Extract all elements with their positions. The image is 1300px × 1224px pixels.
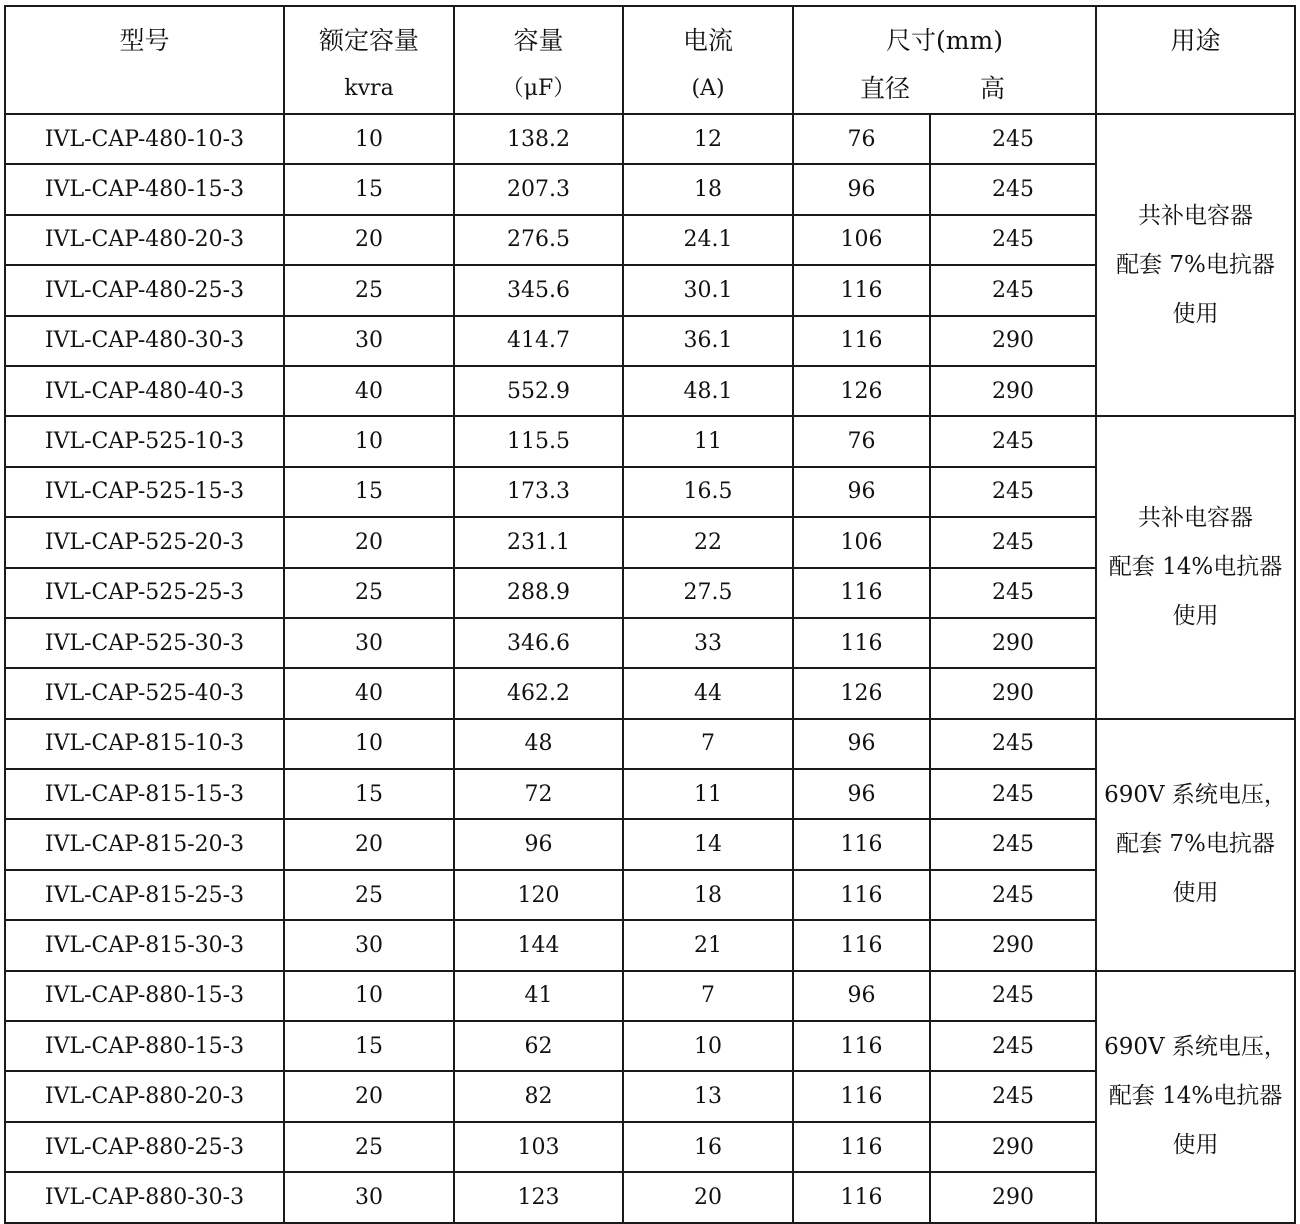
- rated-capacity-cell: 10: [284, 114, 454, 164]
- height-cell: 245: [930, 215, 1096, 265]
- current-cell: 14: [623, 819, 793, 869]
- height-cell: 245: [930, 1021, 1096, 1071]
- rated-capacity-cell: 20: [284, 1071, 454, 1121]
- rated-capacity-cell: 20: [284, 819, 454, 869]
- current-cell: 12: [623, 114, 793, 164]
- table-row: [5, 114, 1295, 164]
- header-height: 高: [979, 74, 1005, 103]
- current-cell: 11: [623, 769, 793, 819]
- current-cell: 16.5: [623, 467, 793, 517]
- header-dimensions-label: 尺寸(mm): [886, 26, 1003, 55]
- capacitance-cell: 462.2: [454, 668, 623, 718]
- current-cell: 27.5: [623, 568, 793, 618]
- usage-line: 配套 14%电抗器: [1108, 554, 1283, 581]
- model-cell: IVL-CAP-815-20-3: [5, 819, 284, 869]
- header-model-label: 型号: [119, 26, 170, 55]
- model-cell: IVL-CAP-525-20-3: [5, 517, 284, 567]
- diameter-cell: 126: [793, 668, 930, 718]
- diameter-cell: 116: [793, 1122, 930, 1172]
- capacitance-cell: 41: [454, 971, 623, 1021]
- diameter-cell: 126: [793, 366, 930, 416]
- rated-capacity-cell: 30: [284, 920, 454, 970]
- current-cell: 10: [623, 1021, 793, 1071]
- rated-capacity-cell: 20: [284, 517, 454, 567]
- height-cell: 290: [930, 366, 1096, 416]
- height-cell: 245: [930, 517, 1096, 567]
- current-cell: 22: [623, 517, 793, 567]
- height-cell: 245: [930, 265, 1096, 315]
- usage-line: 使用: [1172, 880, 1219, 907]
- table-row: [5, 416, 1295, 466]
- diameter-cell: 116: [793, 819, 930, 869]
- current-cell: 18: [623, 164, 793, 214]
- model-cell: IVL-CAP-525-30-3: [5, 618, 284, 668]
- capacitance-cell: 120: [454, 870, 623, 920]
- rated-capacity-cell: 25: [284, 265, 454, 315]
- capacitance-cell: 123: [454, 1172, 623, 1222]
- capacitance-cell: 138.2: [454, 114, 623, 164]
- rated-capacity-cell: 15: [284, 164, 454, 214]
- rated-capacity-cell: 30: [284, 1172, 454, 1222]
- current-cell: 18: [623, 870, 793, 920]
- capacitance-cell: 552.9: [454, 366, 623, 416]
- usage-line: 使用: [1172, 1132, 1219, 1159]
- capacitance-cell: 72: [454, 769, 623, 819]
- height-cell: 245: [930, 568, 1096, 618]
- model-cell: IVL-CAP-880-15-3: [5, 971, 284, 1021]
- diameter-cell: 96: [793, 164, 930, 214]
- rated-capacity-cell: 30: [284, 618, 454, 668]
- height-cell: 290: [930, 668, 1096, 718]
- model-cell: IVL-CAP-880-15-3: [5, 1021, 284, 1071]
- height-cell: 245: [930, 416, 1096, 466]
- current-cell: 13: [623, 1071, 793, 1121]
- diameter-cell: 116: [793, 1021, 930, 1071]
- diameter-cell: 96: [793, 971, 930, 1021]
- model-cell: IVL-CAP-525-10-3: [5, 416, 284, 466]
- rated-capacity-cell: 15: [284, 467, 454, 517]
- diameter-cell: 116: [793, 920, 930, 970]
- usage-cell: [1096, 971, 1295, 1223]
- capacitance-cell: 345.6: [454, 265, 623, 315]
- model-cell: IVL-CAP-525-15-3: [5, 467, 284, 517]
- rated-capacity-cell: 40: [284, 668, 454, 718]
- current-cell: 44: [623, 668, 793, 718]
- header-current: [623, 6, 793, 114]
- height-cell: 245: [930, 114, 1096, 164]
- diameter-cell: 76: [793, 114, 930, 164]
- height-cell: 245: [930, 819, 1096, 869]
- capacitance-cell: 96: [454, 819, 623, 869]
- rated-capacity-cell: 15: [284, 1021, 454, 1071]
- model-cell: IVL-CAP-880-25-3: [5, 1122, 284, 1172]
- rated-capacity-cell: 30: [284, 316, 454, 366]
- model-cell: IVL-CAP-880-30-3: [5, 1172, 284, 1222]
- current-cell: 33: [623, 618, 793, 668]
- header-usage-label: 用途: [1170, 26, 1221, 55]
- current-cell: 7: [623, 971, 793, 1021]
- model-cell: IVL-CAP-880-20-3: [5, 1071, 284, 1121]
- capacitance-cell: 115.5: [454, 416, 623, 466]
- diameter-cell: 116: [793, 265, 930, 315]
- capacitance-cell: 231.1: [454, 517, 623, 567]
- diameter-cell: 116: [793, 316, 930, 366]
- header-usage: [1096, 6, 1295, 114]
- model-cell: IVL-CAP-480-10-3: [5, 114, 284, 164]
- height-cell: 290: [930, 316, 1096, 366]
- capacitance-cell: 82: [454, 1071, 623, 1121]
- usage-line: 使用: [1172, 603, 1219, 630]
- capacitance-cell: 346.6: [454, 618, 623, 668]
- diameter-cell: 116: [793, 618, 930, 668]
- header-row: [5, 6, 1295, 114]
- header-dimensions-sub: [794, 65, 1095, 113]
- rated-capacity-cell: 15: [284, 769, 454, 819]
- rated-capacity-cell: 20: [284, 215, 454, 265]
- diameter-cell: 96: [793, 769, 930, 819]
- height-cell: 290: [930, 1122, 1096, 1172]
- model-cell: IVL-CAP-525-25-3: [5, 568, 284, 618]
- height-cell: 245: [930, 1071, 1096, 1121]
- header-diameter: 直径: [860, 74, 911, 103]
- model-cell: IVL-CAP-480-30-3: [5, 316, 284, 366]
- usage-cell: [1096, 416, 1295, 718]
- header-rated-capacity-label: 额定容量: [318, 26, 419, 55]
- model-cell: IVL-CAP-480-15-3: [5, 164, 284, 214]
- current-cell: 20: [623, 1172, 793, 1222]
- capacitance-cell: 414.7: [454, 316, 623, 366]
- height-cell: 245: [930, 769, 1096, 819]
- usage-line: 共补电容器: [1138, 505, 1253, 532]
- capacitance-cell: 207.3: [454, 164, 623, 214]
- current-cell: 48.1: [623, 366, 793, 416]
- header-dimensions: [793, 6, 1096, 114]
- header-capacitance-label: 容量: [513, 26, 564, 55]
- capacitance-cell: 62: [454, 1021, 623, 1071]
- rated-capacity-cell: 40: [284, 366, 454, 416]
- current-cell: 11: [623, 416, 793, 466]
- height-cell: 290: [930, 618, 1096, 668]
- capacitance-cell: 48: [454, 719, 623, 769]
- rated-capacity-cell: 10: [284, 719, 454, 769]
- capacitance-cell: 103: [454, 1122, 623, 1172]
- capacitance-cell: 173.3: [454, 467, 623, 517]
- current-cell: 7: [623, 719, 793, 769]
- usage-line: 配套 7%电抗器: [1116, 831, 1275, 858]
- height-cell: 290: [930, 1172, 1096, 1222]
- capacitance-cell: 276.5: [454, 215, 623, 265]
- diameter-cell: 116: [793, 1172, 930, 1222]
- model-cell: IVL-CAP-480-20-3: [5, 215, 284, 265]
- header-current-label: 电流: [682, 26, 733, 55]
- diameter-cell: 76: [793, 416, 930, 466]
- diameter-cell: 116: [793, 870, 930, 920]
- current-cell: 30.1: [623, 265, 793, 315]
- usage-cell: [1096, 114, 1295, 416]
- rated-capacity-cell: 25: [284, 870, 454, 920]
- height-cell: 245: [930, 870, 1096, 920]
- rated-capacity-cell: 10: [284, 416, 454, 466]
- rated-capacity-cell: 25: [284, 568, 454, 618]
- usage-cell: [1096, 719, 1295, 971]
- usage-line: 690V 系统电压，: [1104, 1034, 1287, 1061]
- usage-line: 共补电容器: [1138, 202, 1253, 229]
- model-cell: IVL-CAP-815-15-3: [5, 769, 284, 819]
- height-cell: 245: [930, 971, 1096, 1021]
- rated-capacity-cell: 10: [284, 971, 454, 1021]
- header-current-unit: (A): [691, 76, 725, 101]
- rated-capacity-cell: 25: [284, 1122, 454, 1172]
- height-cell: 245: [930, 467, 1096, 517]
- header-rated-capacity: [284, 6, 454, 114]
- usage-line: 690V 系统电压，: [1104, 782, 1287, 809]
- height-cell: 245: [930, 719, 1096, 769]
- header-rated-capacity-unit: kvra: [344, 76, 394, 101]
- model-cell: IVL-CAP-480-40-3: [5, 366, 284, 416]
- diameter-cell: 106: [793, 517, 930, 567]
- usage-line: 配套 7%电抗器: [1116, 251, 1275, 278]
- current-cell: 36.1: [623, 316, 793, 366]
- capacitance-cell: 144: [454, 920, 623, 970]
- model-cell: IVL-CAP-480-25-3: [5, 265, 284, 315]
- usage-line: 配套 14%电抗器: [1108, 1083, 1283, 1110]
- model-cell: IVL-CAP-525-40-3: [5, 668, 284, 718]
- table-row: [5, 719, 1295, 769]
- current-cell: 21: [623, 920, 793, 970]
- table-body: [5, 114, 1295, 1223]
- usage-line: 使用: [1172, 300, 1219, 327]
- header-capacitance-unit: （μF）: [501, 76, 576, 101]
- header-capacitance: [454, 6, 623, 114]
- model-cell: IVL-CAP-815-25-3: [5, 870, 284, 920]
- diameter-cell: 116: [793, 1071, 930, 1121]
- model-cell: IVL-CAP-815-10-3: [5, 719, 284, 769]
- table-row: [5, 971, 1295, 1021]
- capacitance-cell: 288.9: [454, 568, 623, 618]
- capacitor-spec-table: [4, 5, 1296, 1224]
- height-cell: 290: [930, 920, 1096, 970]
- diameter-cell: 116: [793, 568, 930, 618]
- model-cell: IVL-CAP-815-30-3: [5, 920, 284, 970]
- height-cell: 245: [930, 164, 1096, 214]
- current-cell: 24.1: [623, 215, 793, 265]
- current-cell: 16: [623, 1122, 793, 1172]
- diameter-cell: 106: [793, 215, 930, 265]
- diameter-cell: 96: [793, 719, 930, 769]
- diameter-cell: 96: [793, 467, 930, 517]
- header-model: [5, 6, 284, 114]
